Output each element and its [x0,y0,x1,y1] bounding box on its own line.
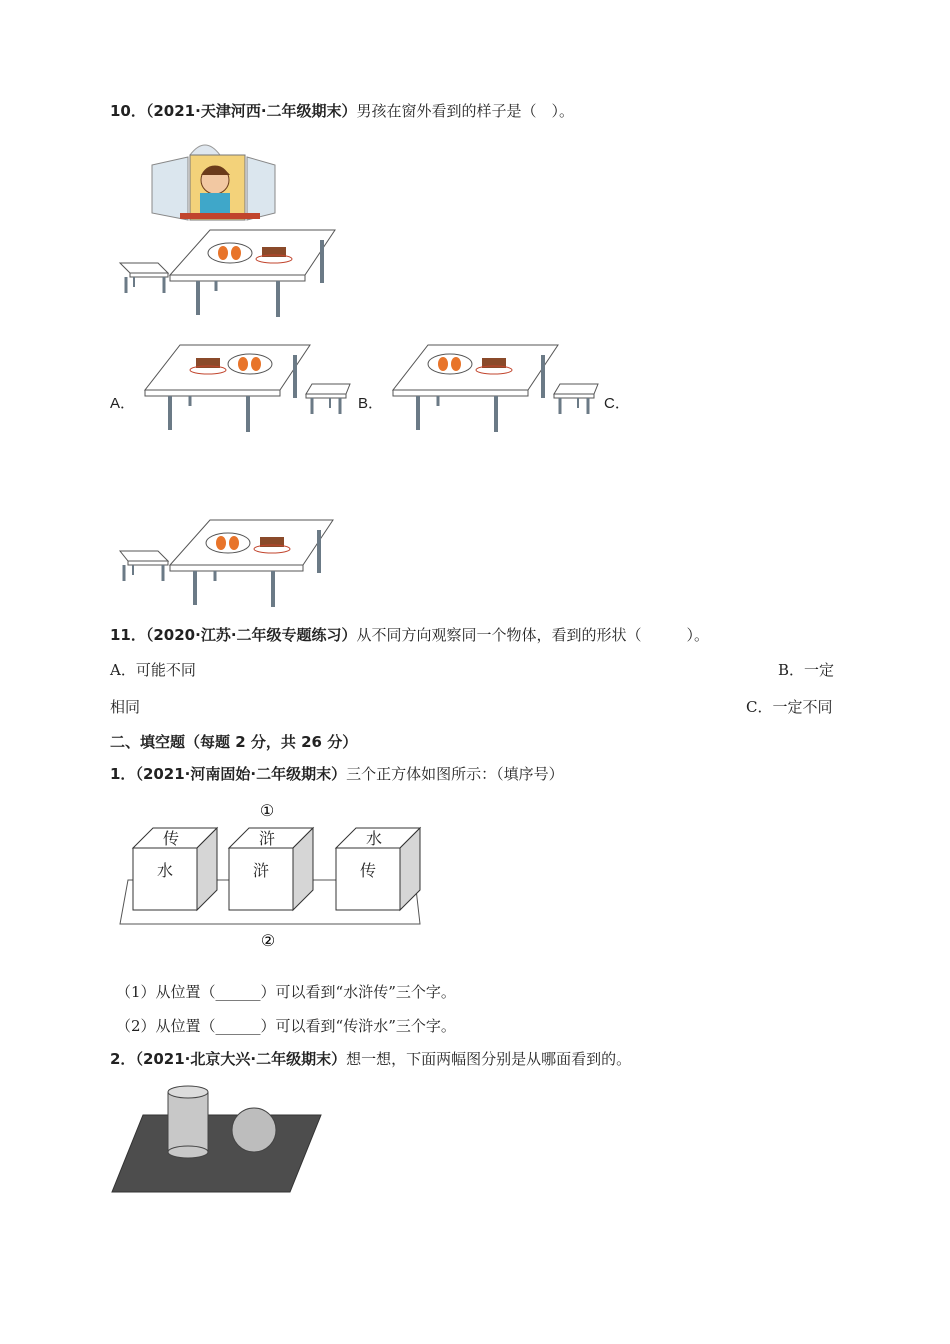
section2-heading: 二、填空题（每题 2 分，共 26 分） [110,733,358,751]
q11-source: （2020·江苏·二年级专题练习） [145,626,357,644]
cube-2 [229,828,313,910]
cube-3-front-char: 传 [359,861,377,880]
table-illustration [170,230,335,317]
cube-3 [336,828,420,910]
q10-option-c-label[interactable]: C． [604,395,630,412]
f1-sub2[interactable]: （2）从位置（______）可以看到“传浒水”三个字。 [116,1017,456,1035]
f2-line [110,1048,631,1069]
f2-objects-figure [110,1082,325,1194]
cylinder-object [168,1086,208,1158]
cube-1 [133,828,217,910]
cube-2-front-char: 浒 [252,861,270,880]
q10-scene-figure [110,135,350,325]
q10-option-c-figure[interactable] [115,515,340,610]
sphere-object [232,1108,276,1152]
cube-1-front-char: 水 [156,861,174,880]
f2-number: 2． [110,1050,136,1068]
q10-text: 男孩在窗外看到的样子是（ ）。 [356,102,575,120]
q10-source: （2021·天津河西·二年级期末） [145,102,357,120]
q10-option-b-figure[interactable] [388,340,603,435]
q10-option-a-figure[interactable] [140,340,355,435]
q11-line [110,624,709,645]
cube-3-top-char: 水 [365,829,383,848]
f2-source: （2021·北京大兴·二年级期末） [135,1050,347,1068]
position-2-marker: ② [260,931,276,950]
f1-number: 1． [110,765,136,783]
q10-option-a-label[interactable]: A． [110,395,136,412]
q10-number: 10． [110,102,146,120]
f1-line [110,763,564,784]
cube-1-top-char: 传 [162,829,180,848]
q11-option-c[interactable]: C．一定不同 [746,698,833,716]
q11-option-a[interactable]: A．可能不同 [110,661,196,679]
q11-option-b-continued[interactable]: 相同 [110,698,141,716]
q10-option-b-label[interactable]: B． [358,395,384,412]
q11-option-b[interactable]: B．一定 [778,661,835,679]
cube-2-top-char: 浒 [258,829,276,848]
position-1-marker: ① [259,801,275,820]
dark-board [112,1115,321,1192]
stool-illustration [120,263,168,293]
q11-text: 从不同方向观察同一个物体，看到的形状（ ）。 [356,626,710,644]
f1-sub1[interactable]: （1）从位置（______）可以看到“水浒传”三个字。 [116,983,456,1001]
f1-source: （2021·河南固始·二年级期末） [135,765,347,783]
q11-number: 11． [110,626,146,644]
f1-text: 三个正方体如图所示：（填序号） [346,765,564,783]
window-illustration [152,145,275,220]
q10-line [110,100,574,121]
f2-text: 想一想，下面两幅图分别是从哪面看到的。 [346,1050,632,1068]
f1-cubes-figure [115,798,425,958]
